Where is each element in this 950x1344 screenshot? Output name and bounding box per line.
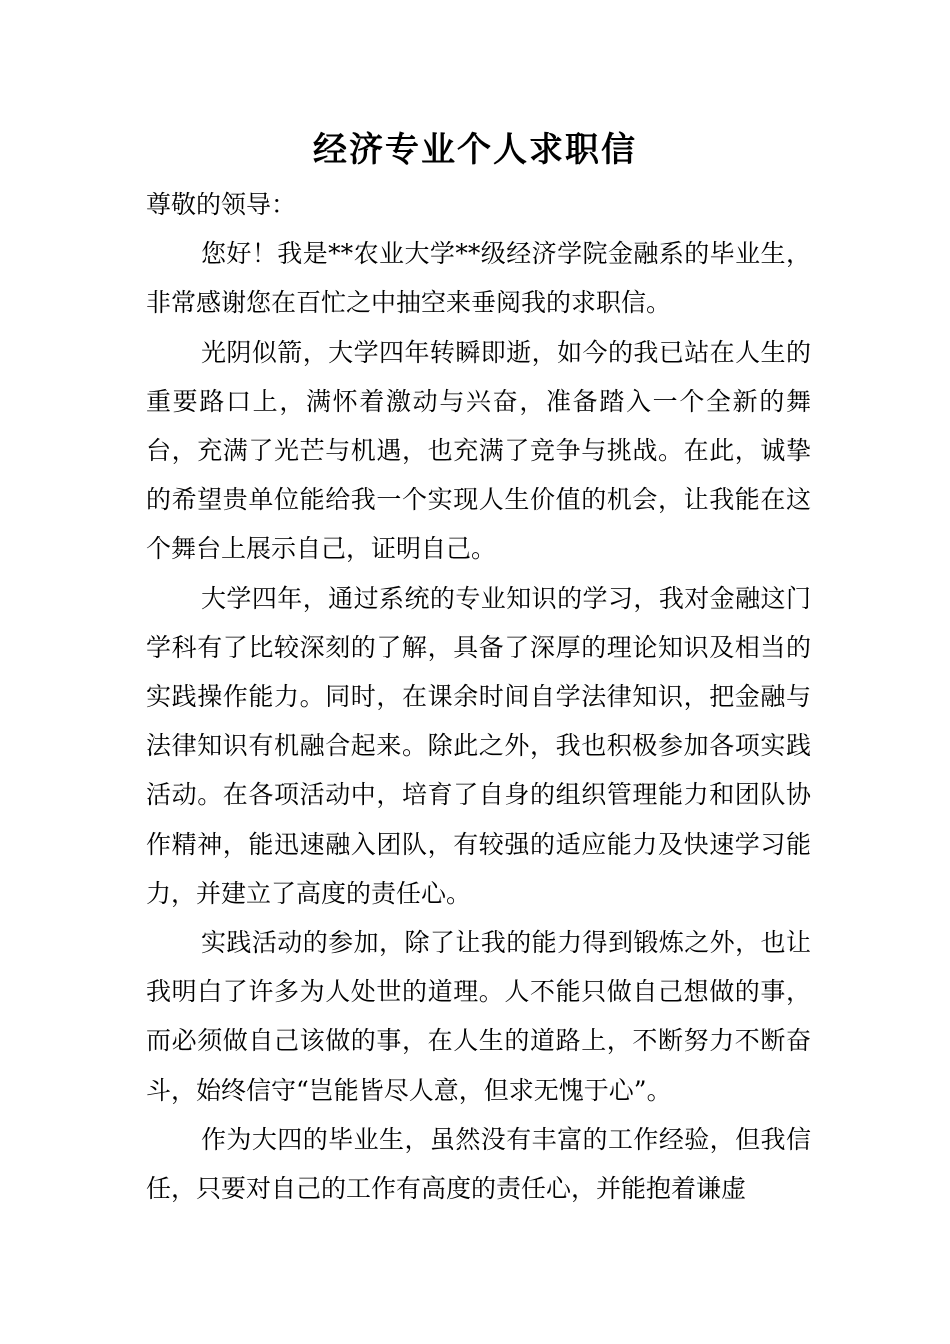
- page-title: 经济专业个人求职信: [313, 130, 637, 170]
- paragraph-education: 大学四年，通过系统的专业知识的学习，我对金融这门学科有了比较深刻的了解，具备了深厚的理论知识及相当的实践操作能力。同时，在课余时间自学法律知识，把金融与法律知识有机融合起来。除此之外，我也积极参加各项实践活动。在各项活动中，培育了自身的组织管理能力和团队协作精神，能迅速融入团队，有较强的适应能力及快速学习能力，并建立了高度的责任心。: [146, 583, 811, 908]
- salutation: 尊敬的领导：: [146, 190, 297, 219]
- paragraph-greeting: 您好！我是**农业大学**级经济学院金融系的毕业生，非常感谢您在百忙之中抽空来垂阅我的求职信。: [146, 239, 811, 318]
- paragraph-opportunity: 光阴似箭，大学四年转瞬即逝，如今的我已站在人生的重要路口上，满怀着激动与兴奋，准备踏入一个全新的舞台，充满了光芒与机遇，也充满了竞争与挑战。在此，诚挚的希望贵单位能给我一个实现人生价值的机会，让我能在这个舞台上展示自己，证明自己。: [146, 337, 811, 564]
- letter-body: [146, 180, 811, 1213]
- paragraph-practice: 实践活动的参加，除了让我的能力得到锻炼之外，也让我明白了许多为人处世的道理。人不能只做自己想做的事，而必须做自己该做的事，在人生的道路上，不断努力不断奋斗，始终信守“岂能皆尽人意，但求无愧于心”。: [146, 928, 811, 1105]
- paragraph-attitude: 作为大四的毕业生，虽然没有丰富的工作经验，但我信任，只要对自己的工作有高度的责任心，并能抱着谦虚: [146, 1124, 811, 1204]
